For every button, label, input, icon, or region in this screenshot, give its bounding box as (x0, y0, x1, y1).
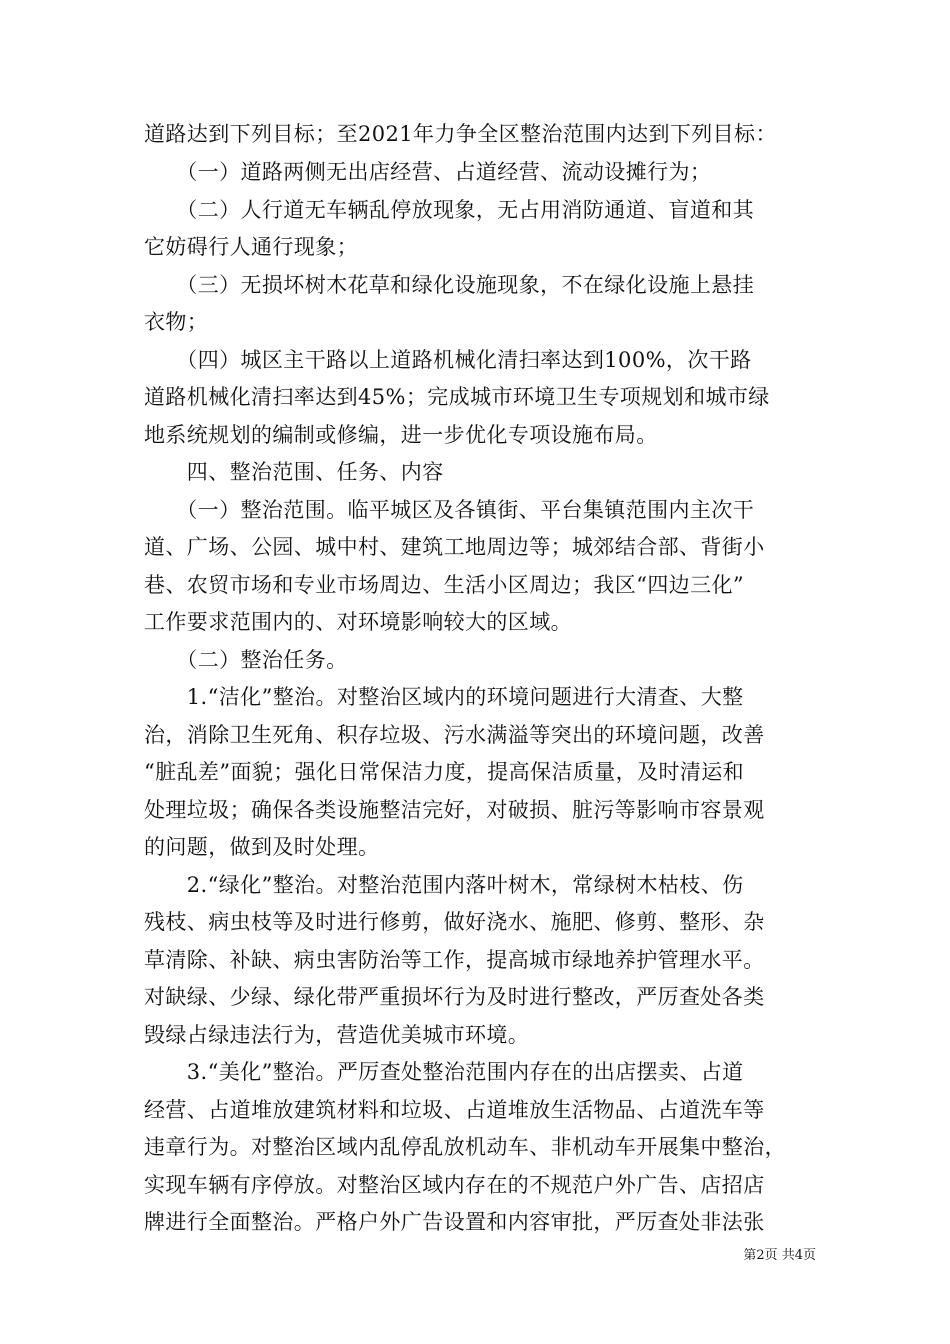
body-text-line: 1.“洁化”整治。对整治区域内的环境问题进行大清查、大整 (144, 685, 744, 709)
body-text-line: （一）道路两侧无出店经营、占道经营、流动设摊行为； (144, 160, 712, 184)
body-text-line: 衣物； (144, 310, 209, 334)
body-text-line: 道路达到下列目标；至2021年力争全区整治范围内达到下列目标： (144, 122, 777, 146)
body-text-line: 巷、农贸市场和专业市场周边、生活小区周边；我区“四边三化” (144, 573, 745, 597)
body-text-line: 实现车辆有序停放。对整治区域内存在的不规范户外广告、店招店 (144, 1173, 765, 1197)
body-text-line: 2.“绿化”整治。对整治范围内落叶树木，常绿树木枯枝、伤 (144, 873, 744, 897)
body-text-line: （二）人行道无车辆乱停放现象，无占用消防通道、盲道和其 (144, 198, 755, 222)
body-text-line: 草清除、补缺、病虫害防治等工作，提高城市绿地养护管理水平。 (144, 948, 765, 972)
body-text-line: 3.“美化”整治。严厉查处整治范围内存在的出店摆卖、占道 (144, 1060, 744, 1084)
body-text-line: （二）整治任务。 (144, 648, 348, 672)
body-text-line: 治，消除卫生死角、积存垃圾、污水满溢等突出的环境问题，改善 (144, 723, 765, 747)
body-text-line: 道路机械化清扫率达到45%；完成城市环境卫生专项规划和城市绿 (144, 385, 770, 409)
body-text-line: 的问题，做到及时处理。 (144, 835, 380, 859)
body-text-line: （四）城区主干路以上道路机械化清扫率达到100%，次干路 (144, 348, 752, 372)
body-text-line: “脏乱差”面貌；强化日常保洁力度，提高保洁质量，及时清运和 (144, 760, 745, 784)
body-text-line: 道、广场、公园、城中村、建筑工地周边等；城郊结合部、背街小 (144, 535, 765, 559)
body-text-line: （三）无损坏树木花草和绿化设施现象，不在绿化设施上悬挂 (144, 273, 755, 297)
body-text-line: （一）整治范围。临平城区及各镇街、平台集镇范围内主次干 (144, 498, 755, 522)
section-heading: 四、整治范围、任务、内容 (144, 460, 444, 484)
body-text-line: 工作要求范围内的、对环境影响较大的区域。 (144, 610, 572, 634)
body-text-line: 牌进行全面整治。严格户外广告设置和内容审批，严厉查处非法张 (144, 1210, 765, 1234)
page-number-footer: 第2页 共4页 (743, 1248, 816, 1263)
body-text-line: 处理垃圾；确保各类设施整洁完好，对破损、脏污等影响市容景观 (144, 798, 765, 822)
body-text-line: 它妨碍行人通行现象； (144, 235, 358, 259)
body-text-line: 经营、占道堆放建筑材料和垃圾、占道堆放生活物品、占道洗车等 (144, 1098, 765, 1122)
body-text-line: 违章行为。对整治区域内乱停乱放机动车、非机动车开展集中整治， (144, 1135, 786, 1159)
body-text-line: 地系统规划的编制或修编，进一步优化专项设施布局。 (144, 423, 658, 447)
body-text-line: 毁绿占绿违法行为，营造优美城市环境。 (144, 1023, 530, 1047)
body-text-line: 对缺绿、少绿、绿化带严重损坏行为及时进行整改，严厉查处各类 (144, 985, 765, 1009)
body-text-line: 残枝、病虫枝等及时进行修剪，做好浇水、施肥、修剪、整形、杂 (144, 910, 765, 934)
